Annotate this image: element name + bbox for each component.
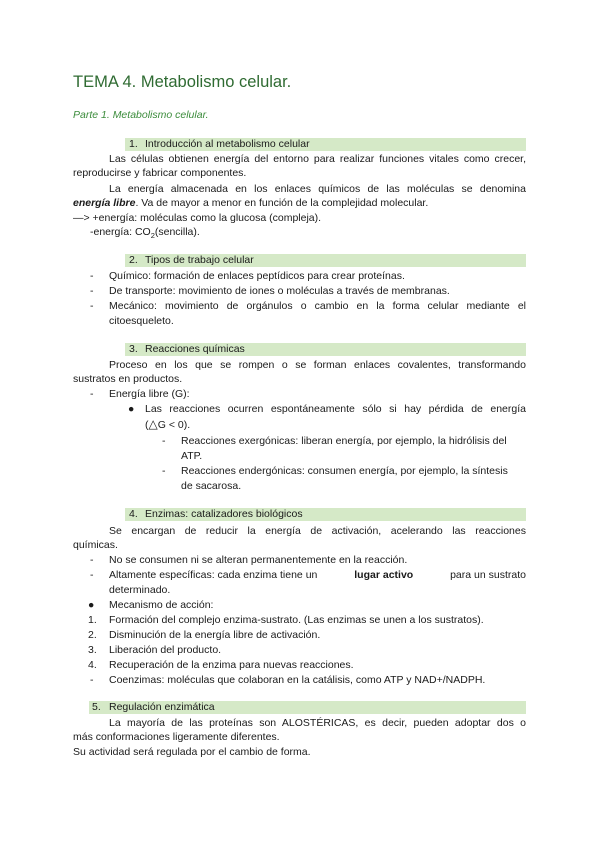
s3-para1-line1: Proceso en los que se rompen o se forman enlaces covalentes, transformando [109,359,526,371]
s3-bullet3-line1: Reacciones exergónicas: liberan energía, por ejemplo, la hidrólisis del [181,435,507,447]
s1-para2-line2 [73,196,428,210]
section-3-heading: Reacciones químicas [145,343,245,355]
s5-para1-line2: más conformaciones ligeramente diferentes. [73,731,280,743]
s1-para4-b: (sencilla). [154,226,200,238]
s4-bullet2-line1 [109,568,526,582]
s4-numbered-4: Recuperación de la enzima para nuevas reacciones. [109,659,354,671]
dash-bullet: - [90,554,94,566]
section-1-heading: Introducción al metabolismo celular [145,138,310,150]
s4-bullet2-line2: determinado. [109,584,171,596]
section-2-number: 2. [129,254,138,266]
list-number: 2. [88,629,97,641]
s3-bullet4-line1: Reacciones endergónicas: consumen energía, por ejemplo, la síntesis [181,465,508,477]
round-bullet: ● [88,599,95,611]
lugar-activo-term: lugar activo [354,569,414,581]
dash-bullet: - [162,435,166,447]
s2-bullet2: De transporte: movimiento de iones o moléculas a través de membranas. [109,285,450,297]
section-3-number: 3. [129,343,138,355]
s4-numbered-1: Formación del complejo enzima-sustrato. (Las enzimas se unen a los sustratos). [109,614,484,626]
s2-bullet3-line1: Mecánico: movimiento de orgánulos o cambio en la forma celular mediante el [109,300,526,312]
dash-bullet: - [90,569,94,581]
s3-para1-line2: sustratos en productos. [73,373,183,385]
energia-libre-term: energía libre [73,197,136,209]
open-paren: ( [145,419,149,431]
section-4-number: 4. [129,508,138,520]
s4-para1-line1: Se encargan de reducir la energía de activación, acelerando las reacciones [109,525,526,537]
co2-subscript: 2 [150,231,155,241]
s1-para2-rest: . Va de mayor a menor en función de la complejidad molecular. [135,197,429,209]
section-4-heading: Enzimas: catalizadores biológicos [145,508,303,520]
s4-bullet1: No se consumen ni se alteran permanentemente en la reacción. [109,554,408,566]
s1-para4 [90,225,200,243]
round-bullet: ● [128,403,135,415]
section-1-number: 1. [129,138,138,150]
s1-para4-a: -energía: CO [90,226,151,238]
s5-para1-line1: La mayoría de las proteínas son ALOSTÉRICAS, es decir, pueden adoptar dos o [109,717,526,729]
s4-numbered-3: Liberación del producto. [109,644,222,656]
s1-para1-line1: Las células obtienen energía del entorno para realizar funciones vitales como crecer, [109,153,526,165]
s1-para2-line1: La energía almacenada en los enlaces químicos de las moléculas se denomina [109,183,526,195]
s4-bullet2-b: para un sustrato [450,569,526,581]
s3-bullet2-line2 [145,417,190,432]
page-subtitle: Parte 1. Metabolismo celular. [73,109,209,121]
dash-bullet: - [90,270,94,282]
page-title: TEMA 4. Metabolismo celular. [73,73,292,91]
s4-para1-line2: químicas. [73,539,118,551]
dash-bullet: - [90,388,94,400]
s4-bullet2-a: Altamente específicas: cada enzima tiene un [109,569,318,581]
dash-bullet: - [90,674,94,686]
list-number: 4. [88,659,97,671]
dash-bullet: - [162,465,166,477]
s3-bullet2-rest: G < 0). [157,419,191,431]
s3-bullet3-line2: ATP. [181,450,203,462]
s1-para1-line2: reproducirse y fabricar componentes. [73,167,247,179]
list-number: 1. [88,614,97,626]
dash-bullet: - [90,300,94,312]
s3-bullet2-line1: Las reacciones ocurren espontáneamente sólo si hay pérdida de energía [145,403,526,415]
s3-bullet1: Energía libre (G): [109,388,190,400]
s2-bullet1: Químico: formación de enlaces peptídicos para crear proteínas. [109,270,405,282]
list-number: 3. [88,644,97,656]
section-5-heading: Regulación enzimática [109,701,215,713]
dash-bullet: - [90,285,94,297]
s4-bullet3: Mecanismo de acción: [109,599,214,611]
section-5-number: 5. [92,701,101,713]
s5-para2: Su actividad será regulada por el cambio de forma. [73,746,311,758]
section-2-heading: Tipos de trabajo celular [145,254,254,266]
delta-symbol: △ [148,417,158,431]
s3-bullet4-line2: de sacarosa. [181,480,242,492]
s4-bullet4: Coenzimas: moléculas que colaboran en la catálisis, como ATP y NAD+/NADPH. [109,674,486,686]
s1-para3: —> +energía: moléculas como la glucosa (compleja). [73,212,322,224]
s4-numbered-2: Disminución de la energía libre de activación. [109,629,321,641]
s2-bullet3-line2: citoesqueleto. [109,315,174,327]
